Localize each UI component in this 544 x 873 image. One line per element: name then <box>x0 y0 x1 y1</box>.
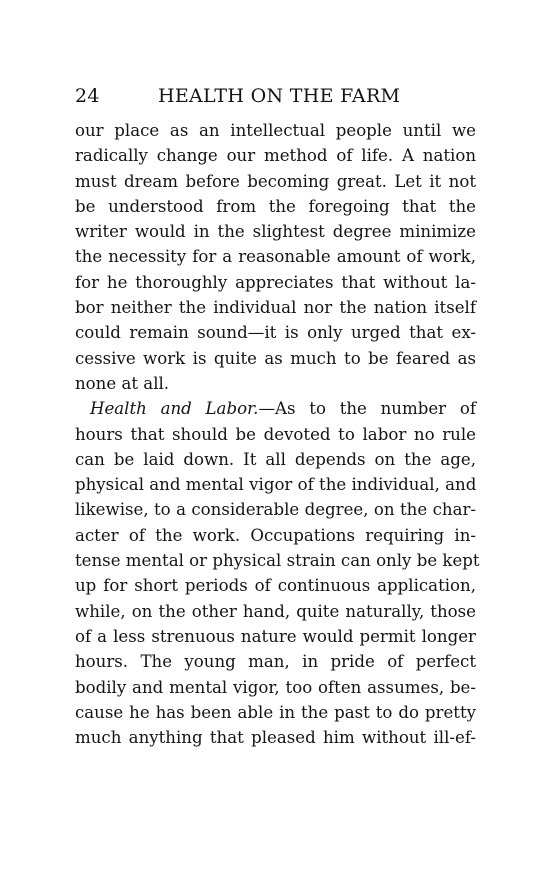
text-line: none at all. <box>75 373 170 393</box>
text-line: hours that should be devoted to labor no rule <box>75 424 476 444</box>
text-line: our place as an intellectual people until we <box>75 121 476 140</box>
text-line: for he thoroughly appreciates that without la- <box>75 272 476 292</box>
text-line: tense mental or physical strain can only be kept <box>75 551 480 571</box>
running-head <box>75 84 475 108</box>
text-line: can be laid down. It all depends on the age, <box>75 449 476 469</box>
text-line: much anything that pleased him without ill-ef- <box>75 728 476 748</box>
text-line: physical and mental vigor of the individual, and <box>75 475 477 495</box>
paragraph-2 <box>75 396 480 750</box>
text-line: while, on the other hand, quite naturally, those <box>75 601 476 621</box>
body-text <box>75 118 480 750</box>
text-line: of a less strenuous nature would permit longer <box>75 626 476 646</box>
text-line: hours. The young man, in pride of perfect <box>75 652 476 672</box>
text-line: up for short periods of continuous application, <box>75 576 476 596</box>
section-first-line <box>75 396 476 421</box>
text-line: cessive work is quite as much to be feared as <box>75 348 476 368</box>
text-line: be understood from the foregoing that the <box>75 196 476 216</box>
text-line: must dream before becoming great. Let it not <box>75 171 476 191</box>
text-line: writer would in the slightest degree minimize <box>75 222 476 242</box>
running-title: HEALTH ON THE FARM <box>158 85 401 107</box>
text-line: bor neither the individual nor the nation itself <box>75 298 476 318</box>
text-line: likewise, to a considerable degree, on the char- <box>75 500 476 520</box>
text-line: radically change our method of life. A nation <box>75 146 476 166</box>
text-line: cause he has been able in the past to do pretty <box>75 702 476 722</box>
text-line: the necessity for a reasonable amount of work, <box>75 247 476 267</box>
page-number: 24 <box>75 85 100 107</box>
text-line: bodily and mental vigor, too often assumes, be- <box>75 677 476 697</box>
paragraph-1 <box>75 118 476 396</box>
text-line: could remain sound—it is only urged that ex- <box>75 323 476 343</box>
section-first-line-text: —As to the number of <box>258 399 476 419</box>
section-heading: Health and Labor. <box>90 399 259 419</box>
text-line: acter of the work. Occupations requiring in- <box>75 525 476 545</box>
